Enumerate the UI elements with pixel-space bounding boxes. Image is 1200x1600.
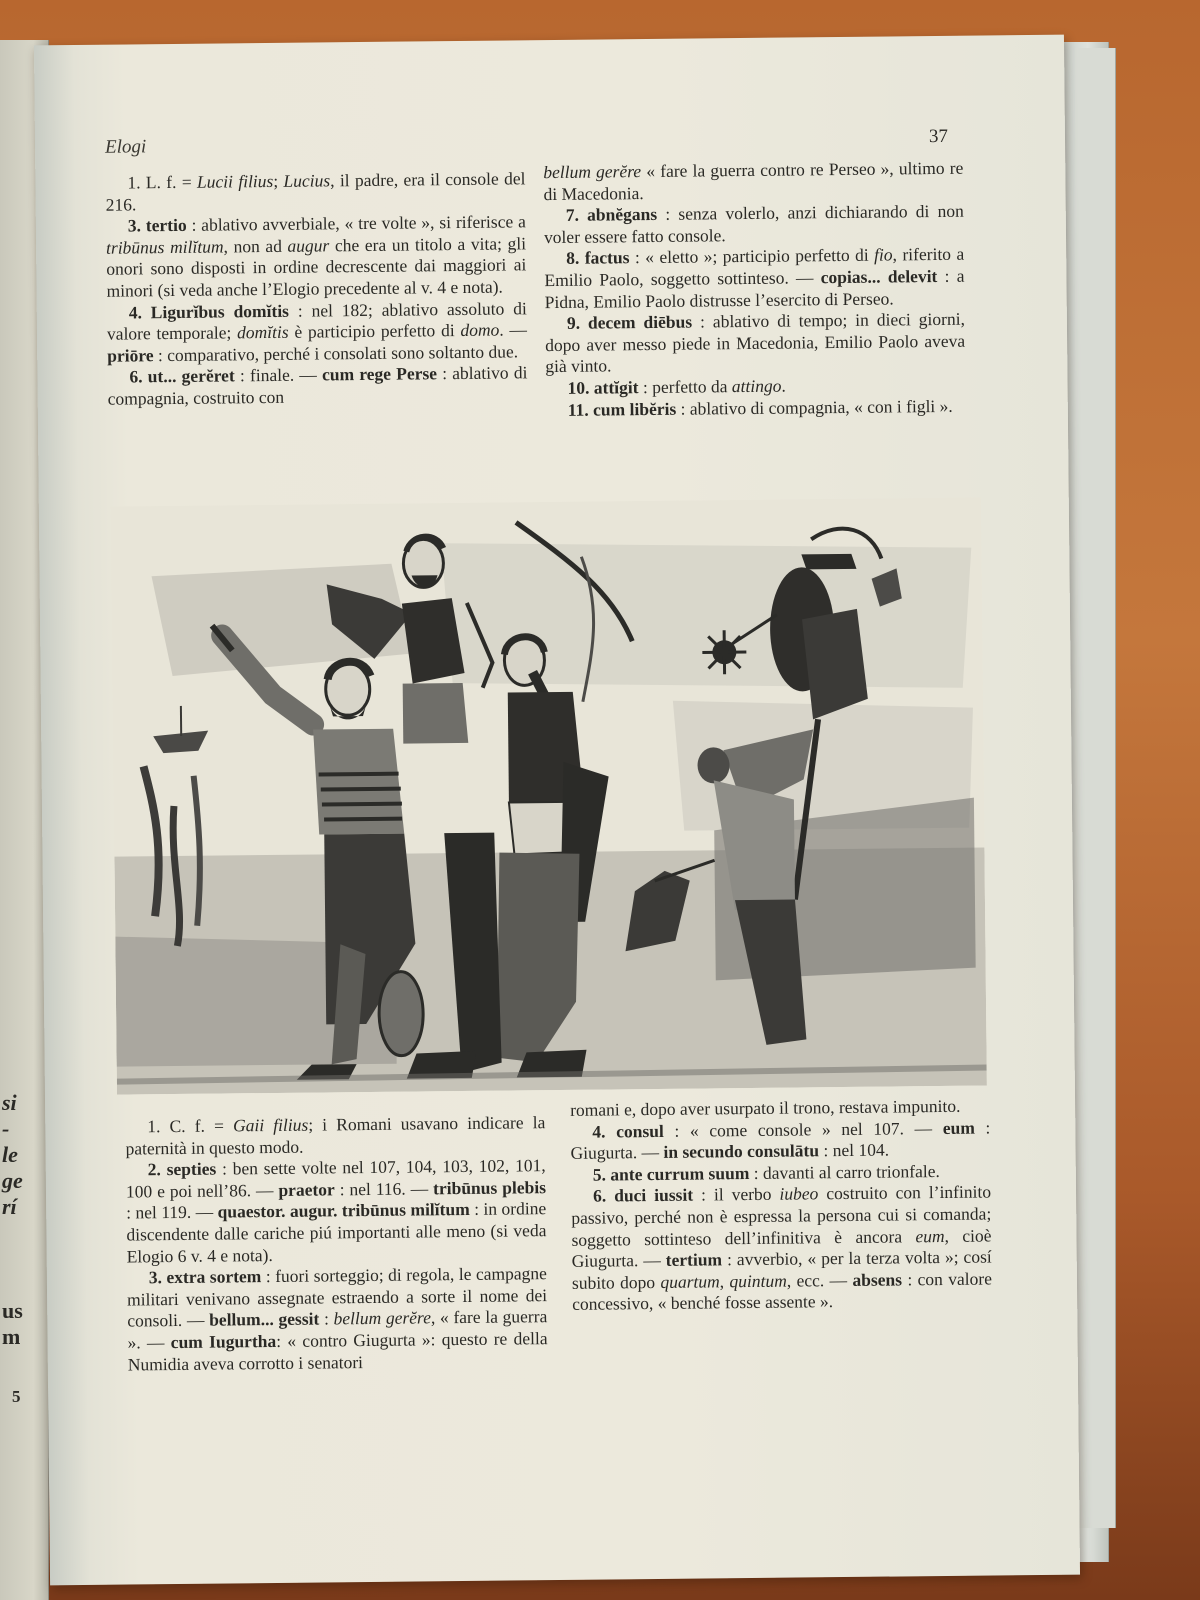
lemma-term: 10. attĭgit bbox=[567, 377, 639, 398]
ink-wash-drawing bbox=[111, 498, 987, 1095]
note-text: : finale. — bbox=[234, 364, 323, 386]
lemma-term: 4. Ligurĭbus domĭtis bbox=[128, 300, 290, 323]
note-text: : « come console » nel 107. — bbox=[663, 1117, 943, 1141]
footnote-paragraph bbox=[544, 201, 964, 249]
lemma-term: cum Iugurtha bbox=[170, 1330, 277, 1353]
note-text: : Giugurta. — bbox=[570, 1117, 991, 1164]
note-text: : ben sette volte nel 107, 104, 103, 102, 101, 100 e poi nell’86. — bbox=[125, 1155, 546, 1202]
latin-italic: eum bbox=[915, 1225, 945, 1246]
note-text: : « contro Giugurta »: questo re della Numidia aveva corrotto i senatori bbox=[127, 1328, 548, 1375]
left-fragment: ge bbox=[2, 1168, 23, 1193]
book-page bbox=[34, 35, 1080, 1586]
latin-italic: fio bbox=[874, 244, 893, 266]
left-fragment: us bbox=[2, 1298, 23, 1323]
note-text: , non ad bbox=[223, 235, 288, 257]
note-text: , ecc. — bbox=[786, 1269, 853, 1291]
footnote-paragraph bbox=[546, 395, 966, 421]
latin-italic: quintum bbox=[729, 1270, 787, 1291]
lemma-term: 3. extra sortem bbox=[148, 1266, 262, 1288]
top-notes-right-column bbox=[543, 158, 966, 422]
latin-italic: attingo bbox=[731, 375, 782, 397]
note-text: . — bbox=[499, 319, 528, 340]
lemma-term: cum rege Perse bbox=[321, 363, 438, 385]
lemma-term: 9. decem diēbus bbox=[566, 311, 693, 334]
lemma-term: copias... delevit bbox=[820, 265, 938, 288]
note-text: . bbox=[781, 375, 786, 396]
note-text: : con valore concessivo, « benché fosse assente ». bbox=[572, 1268, 993, 1315]
left-fragment: m bbox=[2, 1324, 21, 1349]
note-text: « fare la guerra contro re Perseo », ultimo re di Macedonia. bbox=[543, 157, 964, 204]
note-text: : fuori sorteggio; di regola, le campagne militari venivano assegnate estraendo a sorte il nome dei consoli. — bbox=[126, 1263, 548, 1331]
latin-italic: tribūnus milĭtum bbox=[105, 236, 224, 258]
note-text: : davanti al carro trionfale. bbox=[749, 1160, 940, 1183]
footnote-paragraph bbox=[545, 309, 966, 378]
footnote-paragraph bbox=[570, 1117, 990, 1165]
left-fragment: le bbox=[2, 1142, 18, 1167]
latin-italic: domĭtis bbox=[237, 321, 289, 343]
footnote-paragraph bbox=[107, 298, 528, 367]
footnote-paragraph bbox=[126, 1155, 547, 1267]
lemma-term: eum bbox=[942, 1117, 975, 1138]
footnote-paragraph bbox=[106, 211, 527, 302]
lemma-term: 5. ante currum suum bbox=[592, 1162, 750, 1185]
lemma-term: priōre bbox=[107, 344, 154, 366]
page-number: 37 bbox=[928, 125, 949, 148]
note-text: è participio perfetto di bbox=[288, 320, 461, 342]
lemma-term: 4. consul bbox=[592, 1120, 664, 1142]
lemma-term: in secundo consulātu bbox=[663, 1140, 820, 1163]
footnote-paragraph bbox=[105, 168, 525, 216]
latin-italic: domo bbox=[460, 319, 500, 341]
note-text: 1. L. f. = bbox=[127, 171, 198, 193]
note-text: : ablativo avverbiale, « tre volte », si riferisce a bbox=[186, 211, 526, 236]
note-text: : bbox=[319, 1308, 334, 1329]
bottom-notes-right-column bbox=[570, 1095, 992, 1315]
footnote-paragraph bbox=[571, 1182, 992, 1316]
note-text: , cioè Giugurta. — bbox=[571, 1225, 992, 1272]
note-text: : avverbio, « per la terza volta »; cosí subito dopo bbox=[571, 1246, 992, 1293]
note-text: : « eletto »; participio perfetto di bbox=[629, 245, 875, 268]
lemma-term: 7. abnĕgans bbox=[565, 204, 658, 226]
note-text: : a Pidna, Emilio Paolo distrusse l’esercito di Perseo. bbox=[544, 265, 965, 312]
note-text: : ablativo di tempo; in dieci giorni, dopo aver messo piede in Macedonia, Emilio Paolo aveva già vinto. bbox=[545, 308, 966, 377]
note-text: : nel 182; ablativo assoluto di valore temporale; bbox=[106, 297, 527, 344]
latin-italic: Lucius bbox=[283, 170, 331, 191]
latin-italic: bellum gerĕre bbox=[333, 1307, 432, 1329]
triumph-illustration bbox=[111, 498, 987, 1095]
lemma-term: 2. septies bbox=[147, 1158, 217, 1180]
note-text: : ablativo di compagnia, « con i figli ». bbox=[676, 395, 953, 419]
lemma-term: absens bbox=[852, 1269, 903, 1290]
note-text: romani e, dopo aver usurpato il trono, restava impunito. bbox=[570, 1095, 961, 1120]
top-notes-left-column bbox=[105, 168, 527, 410]
left-fragment: - bbox=[2, 1116, 10, 1141]
note-text: , bbox=[719, 1270, 730, 1292]
note-text: ; i Romani usavano indicare la paternità in questo modo. bbox=[125, 1112, 546, 1159]
footnote-paragraph bbox=[107, 363, 527, 411]
lemma-term: praetor bbox=[278, 1179, 335, 1200]
left-page-line-number: 5 bbox=[12, 1387, 21, 1406]
footnote-paragraph bbox=[543, 158, 963, 206]
left-fragment: rí bbox=[2, 1194, 17, 1219]
note-text: : nel 104. bbox=[818, 1139, 890, 1161]
lemma-term: tertium bbox=[665, 1249, 723, 1271]
note-text: 1. C. f. = bbox=[147, 1115, 234, 1137]
note-text: : comparativo, perché i consolati sono soltanto due. bbox=[153, 341, 519, 365]
lemma-term: 11. cum libĕris bbox=[567, 398, 677, 420]
note-text: costruito con l’infinito passivo, perché non è espressa la persona cui si comanda; soggetto sottinteso dell’infinitiva è ancora bbox=[571, 1181, 992, 1250]
left-fragment: si bbox=[2, 1090, 17, 1115]
note-text: : nel 116. — bbox=[334, 1178, 434, 1200]
note-text: , il padre, era il console del 216. bbox=[105, 168, 526, 215]
latin-italic: Gaii filius bbox=[232, 1114, 309, 1136]
note-text: : nel 119. — bbox=[126, 1201, 218, 1223]
lemma-term: quaestor. augur. tribūnus milĭtum bbox=[217, 1199, 470, 1222]
note-text: : senza volerlo, anzi dichiarando di non voler essere fatto console. bbox=[543, 200, 964, 247]
note-text: , riferito a Emilio Paolo, soggetto sottinteso. — bbox=[544, 244, 965, 291]
lemma-term: tribūnus plebis bbox=[432, 1176, 547, 1199]
page-stack-edge-inner bbox=[1075, 48, 1116, 1528]
lemma-term: 3. tertio bbox=[127, 215, 187, 236]
note-text: ; bbox=[273, 170, 284, 191]
footnote-paragraph bbox=[127, 1263, 548, 1375]
note-text: , « fare la guerra ». — bbox=[127, 1306, 548, 1353]
note-text: : il verbo bbox=[693, 1184, 780, 1205]
lemma-term: 6. ut... gerĕret bbox=[129, 365, 235, 387]
latin-italic: quartum bbox=[660, 1271, 720, 1292]
note-text: : in ordine discendente dalle cariche piú importanti alle meno (si veda Elogio 6 v. 4 e nota). bbox=[126, 1198, 547, 1267]
note-text: : perfetto da bbox=[638, 376, 732, 398]
bottom-notes-left-column bbox=[125, 1112, 548, 1376]
note-text: : ablativo di compagnia, costruito con bbox=[107, 362, 528, 409]
footnote-paragraph bbox=[125, 1112, 545, 1160]
left-page-text-fragments bbox=[2, 1090, 42, 1410]
latin-italic: bellum gerĕre bbox=[543, 161, 642, 183]
lemma-term: 8. factus bbox=[566, 247, 630, 269]
footnote-paragraph bbox=[544, 244, 965, 313]
latin-italic: iubeo bbox=[779, 1183, 819, 1205]
lemma-term: 6. duci iussit bbox=[592, 1184, 694, 1207]
latin-italic: Lucii filius bbox=[196, 170, 274, 192]
note-text: che era un titolo a vita; gli onori sono disposti in ordine decrescente dai maggiori ai minori (si veda anche l’Elogio precedente al v. 4 e nota). bbox=[106, 233, 527, 301]
running-head: Elogi bbox=[104, 136, 147, 158]
lemma-term: bellum... gessit bbox=[209, 1308, 320, 1331]
latin-italic: augur bbox=[287, 235, 330, 256]
